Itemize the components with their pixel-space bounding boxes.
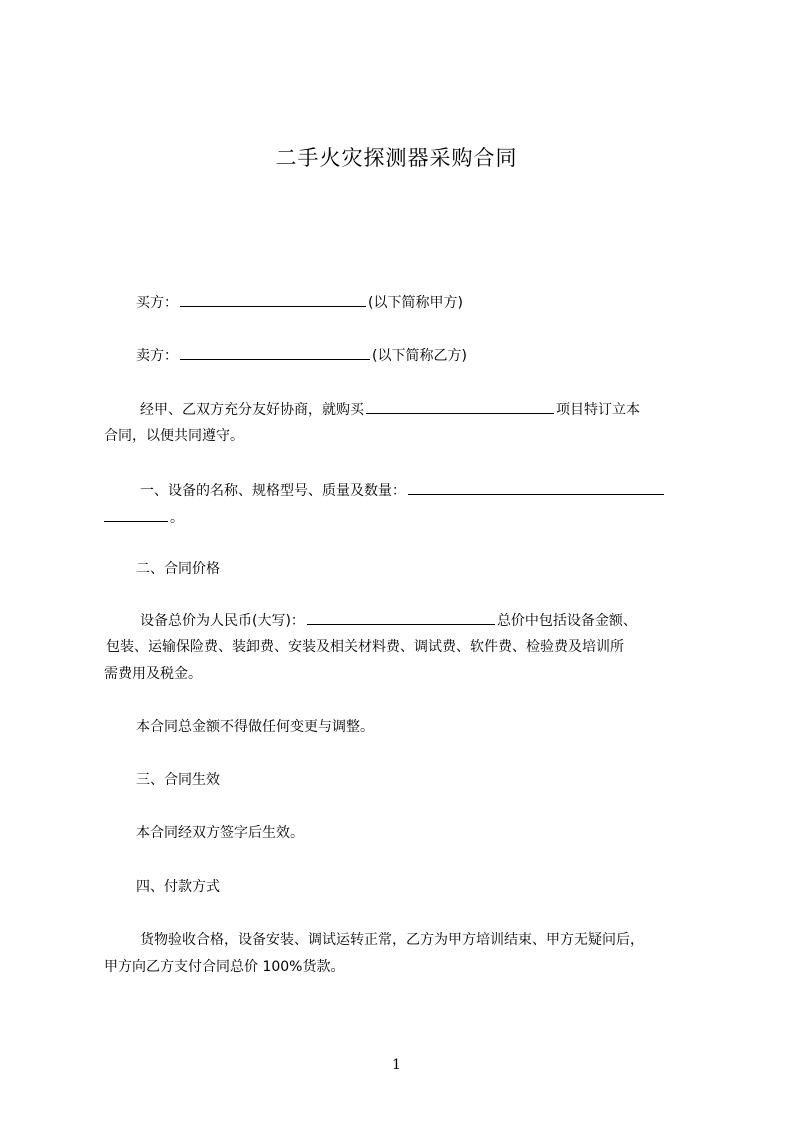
equipment-blank-cont xyxy=(104,507,168,522)
section-1-text: 一、设备的名称、规格型号、质量及数量： xyxy=(140,483,406,499)
intro-line-1 xyxy=(140,399,640,420)
seller-line xyxy=(136,345,467,366)
intro-text-2: 项目特订立本 xyxy=(556,402,640,418)
price-line-2: 包装、运输保险费、装卸费、安装及相关材料费、调试费、软件费、检验费及培训所 xyxy=(106,639,624,655)
intro-line-2: 合同，以便共同遵守。 xyxy=(104,428,244,444)
section-2-heading: 二、合同价格 xyxy=(136,561,220,577)
payment-line-2: 甲方向乙方支付合同总价 100%货款。 xyxy=(104,959,345,975)
buyer-blank xyxy=(180,292,366,307)
price-text-1: 设备总价为人民币(大写)： xyxy=(140,613,305,629)
intro-text-1: 经甲、乙双方充分友好协商，就购买 xyxy=(140,402,364,418)
buyer-suffix: (以下简称甲方) xyxy=(368,295,463,311)
price-blank xyxy=(307,610,495,625)
seller-label: 卖方： xyxy=(136,348,178,364)
document-title: 二手火灾探测器采购合同 xyxy=(275,146,518,170)
price-line-3: 需费用及税金。 xyxy=(104,666,202,682)
buyer-label: 买方： xyxy=(136,295,178,311)
seller-blank xyxy=(180,345,370,360)
seller-suffix: (以下简称乙方) xyxy=(372,348,467,364)
equipment-blank xyxy=(408,480,664,495)
section-3-heading: 三、合同生效 xyxy=(136,772,220,788)
section-1-line xyxy=(140,480,666,501)
price-text-2: 总价中包括设备金额、 xyxy=(496,613,637,629)
page-number: 1 xyxy=(392,1057,401,1073)
section-1-end: 。 xyxy=(170,510,184,526)
price-fixed-line: 本合同总金额不得做任何变更与调整。 xyxy=(136,719,374,735)
buyer-line xyxy=(136,292,463,313)
section-4-heading: 四、付款方式 xyxy=(136,879,220,895)
section-3-text: 本合同经双方签字后生效。 xyxy=(136,825,304,841)
project-blank xyxy=(366,399,554,414)
section-1-line-2 xyxy=(104,507,184,528)
price-line-1 xyxy=(140,610,637,631)
payment-line-1: 货物验收合格，设备安装、调试运转正常，乙方为甲方培训结束、甲方无疑问后， xyxy=(140,932,644,948)
